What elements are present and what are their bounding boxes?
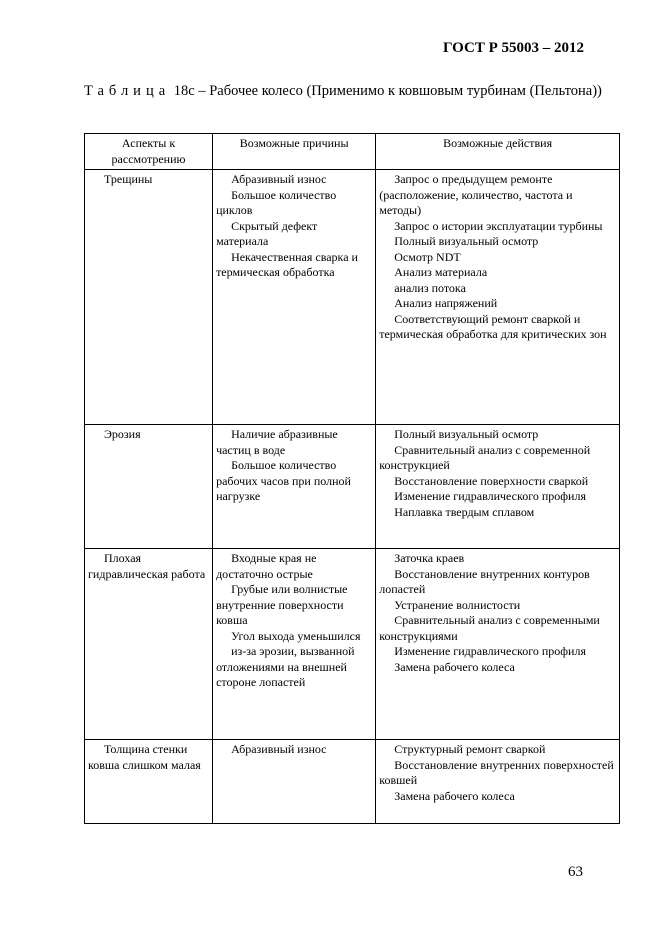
action-item: Восстановление поверхности сваркой <box>394 473 589 488</box>
action-item: Анализ материала <box>394 265 488 279</box>
action-item: Замена рабочего колеса <box>394 788 515 803</box>
aspect-cell <box>85 549 213 740</box>
causes-cell <box>213 549 376 740</box>
column-header-aspects: Аспекты к рассмотрению <box>85 134 213 170</box>
actions-cell <box>376 549 620 740</box>
action-item: Соответствующий ремонт сваркой и термическая обработка для критических зон <box>379 311 607 341</box>
column-header-causes: Возможные причины <box>213 134 376 170</box>
table-header-row <box>85 134 620 170</box>
page-number: 63 <box>568 864 583 880</box>
aspect-text: Плохая гидравлическая работа <box>88 551 206 581</box>
impeller-table <box>84 133 620 824</box>
aspect-cell <box>85 740 213 824</box>
action-item: Заточка краев <box>394 551 465 565</box>
cause-item: Наличие абразивные частиц в воде <box>216 427 338 457</box>
cause-item: Некачественная сварка и термическая обработка <box>216 249 358 279</box>
aspect-text: Эрозия <box>104 427 141 441</box>
table-caption-text: 18с – Рабочее колесо (Применимо к ковшовым турбинам (Пельтона)) <box>173 83 602 99</box>
action-item: Запрос о предыдущем ремонте (расположение, количество, частота и методы) <box>379 172 573 217</box>
action-item: Запрос о истории эксплуатации турбины <box>394 218 603 233</box>
action-item: Устранение волнистости <box>394 597 521 612</box>
action-item: Анализ напряжений <box>394 296 498 310</box>
action-item: Изменение гидравлического профиля <box>394 644 586 658</box>
table-row <box>85 740 620 824</box>
aspect-cell <box>85 425 213 549</box>
action-item: Полный визуальный осмотр <box>394 234 539 248</box>
action-item: Сравнительный анализ с современными конструкциями <box>379 613 600 643</box>
cause-item: Абразивный износ <box>231 742 327 756</box>
actions-cell <box>376 425 620 549</box>
cause-item: Входные края не достаточно острые <box>216 551 317 581</box>
aspect-text: Трещины <box>104 172 153 186</box>
cause-item: Большое количество рабочих часов при полной нагрузке <box>216 458 351 503</box>
aspect-cell <box>85 170 213 425</box>
causes-cell <box>213 170 376 425</box>
action-item: Изменение гидравлического профиля <box>394 489 586 503</box>
table-caption <box>84 79 614 103</box>
cause-item: Грубые или волнистые внутренние поверхности ковша <box>216 582 348 627</box>
aspect-text: Толщина стенки ковша слишком малая <box>88 742 201 772</box>
table-row <box>85 549 620 740</box>
action-item: Полный визуальный осмотр <box>394 427 539 441</box>
action-item: Структурный ремонт сваркой <box>394 742 546 756</box>
table-row <box>85 425 620 549</box>
cause-item: Большое количество циклов <box>216 187 337 217</box>
cause-item: Скрытый дефект материала <box>216 218 318 248</box>
action-item: Наплавка твердым сплавом <box>394 504 535 519</box>
document-code-header: ГОСТ Р 55003 – 2012 <box>442 40 584 56</box>
table-caption-lead: Таблица <box>84 83 171 99</box>
action-item: Восстановление внутренних поверхностей ковшей <box>379 757 614 787</box>
action-item: анализ потока <box>394 280 466 295</box>
causes-cell <box>213 740 376 824</box>
action-item: Восстановление внутренних контуров лопастей <box>379 566 590 596</box>
causes-cell <box>213 425 376 549</box>
actions-cell <box>376 170 620 425</box>
action-item: Замена рабочего колеса <box>394 659 515 674</box>
action-item: Осмотр NDT <box>394 249 461 264</box>
cause-item: Абразивный износ <box>231 172 327 186</box>
table-row <box>85 170 620 425</box>
actions-cell <box>376 740 620 824</box>
column-header-actions: Возможные действия <box>376 134 620 170</box>
action-item: Сравнительный анализ с современной конструкцией <box>379 442 591 472</box>
cause-item: Угол выхода уменьшился <box>231 628 361 643</box>
cause-item: из-за эрозии, вызванной отложениями на внешней стороне лопастей <box>216 644 355 689</box>
